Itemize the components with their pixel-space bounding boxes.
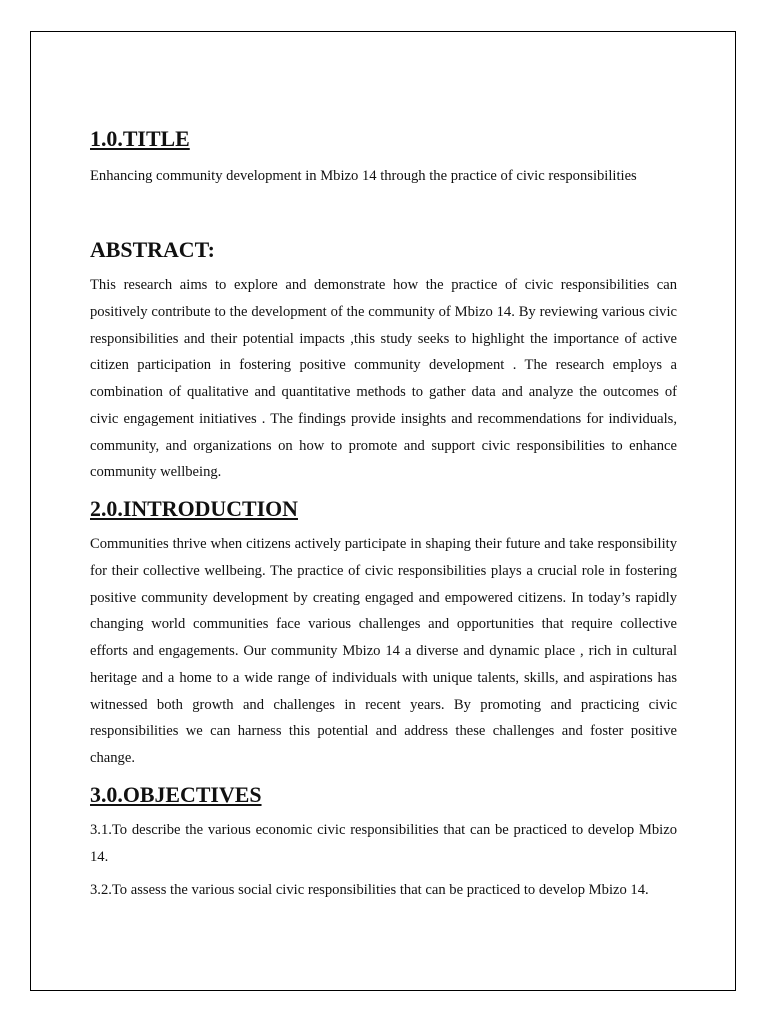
objectives-heading: 3.0.OBJECTIVES <box>90 781 262 807</box>
title-text: Enhancing community development in Mbizo 14 through the practice of civic responsibilities <box>90 168 637 184</box>
introduction-heading: 2.0.INTRODUCTION <box>90 496 298 521</box>
introduction-paragraph: Communities thrive when citizens actively participate in shaping their future and take responsibility for their collective wellbeing. The practice of civic responsibilities plays a crucial role in fostering positive community development by creating engaged and empowered citizens. In today’s rapidly changing world communities face various challenges and opportunities that require collective efforts and engagements. Our community Mbizo 14 a diverse and dynamic place , rich in cultural heritage and a home to a wide range of individuals with unique talents, skills, and aspirations has witnessed both growth and challenges in recent years. By promoting and practicing civic responsibilities we can harness this potential and address these challenges and foster positive change. <box>90 536 677 766</box>
title-heading: 1.0.TITLE <box>90 126 190 151</box>
document-body <box>90 126 677 899</box>
objective-item-1: 3.1.To describe the various economic civic responsibilities that can be practiced to develop Mbizo 14. <box>90 821 677 865</box>
abstract-heading: ABSTRACT: <box>90 237 215 262</box>
objective-item-2: 3.2.To assess the various social civic responsibilities that can be practiced to develop Mbizo 14. <box>90 882 649 899</box>
abstract-paragraph: This research aims to explore and demonstrate how the practice of civic responsibilities can positively contribute to the development of the community of Mbizo 14. By reviewing various civic responsibilities and their potential impacts ,this study seeks to highlight the importance of active citizen participation in fostering positive community development . The research employs a combination of qualitative and quantitative methods to gather data and analyze the outcomes of civic engagement initiatives . The findings provide insights and recommendations for individuals, community, and organizations on how to promote and support civic responsibilities to enhance community wellbeing. <box>90 277 677 481</box>
